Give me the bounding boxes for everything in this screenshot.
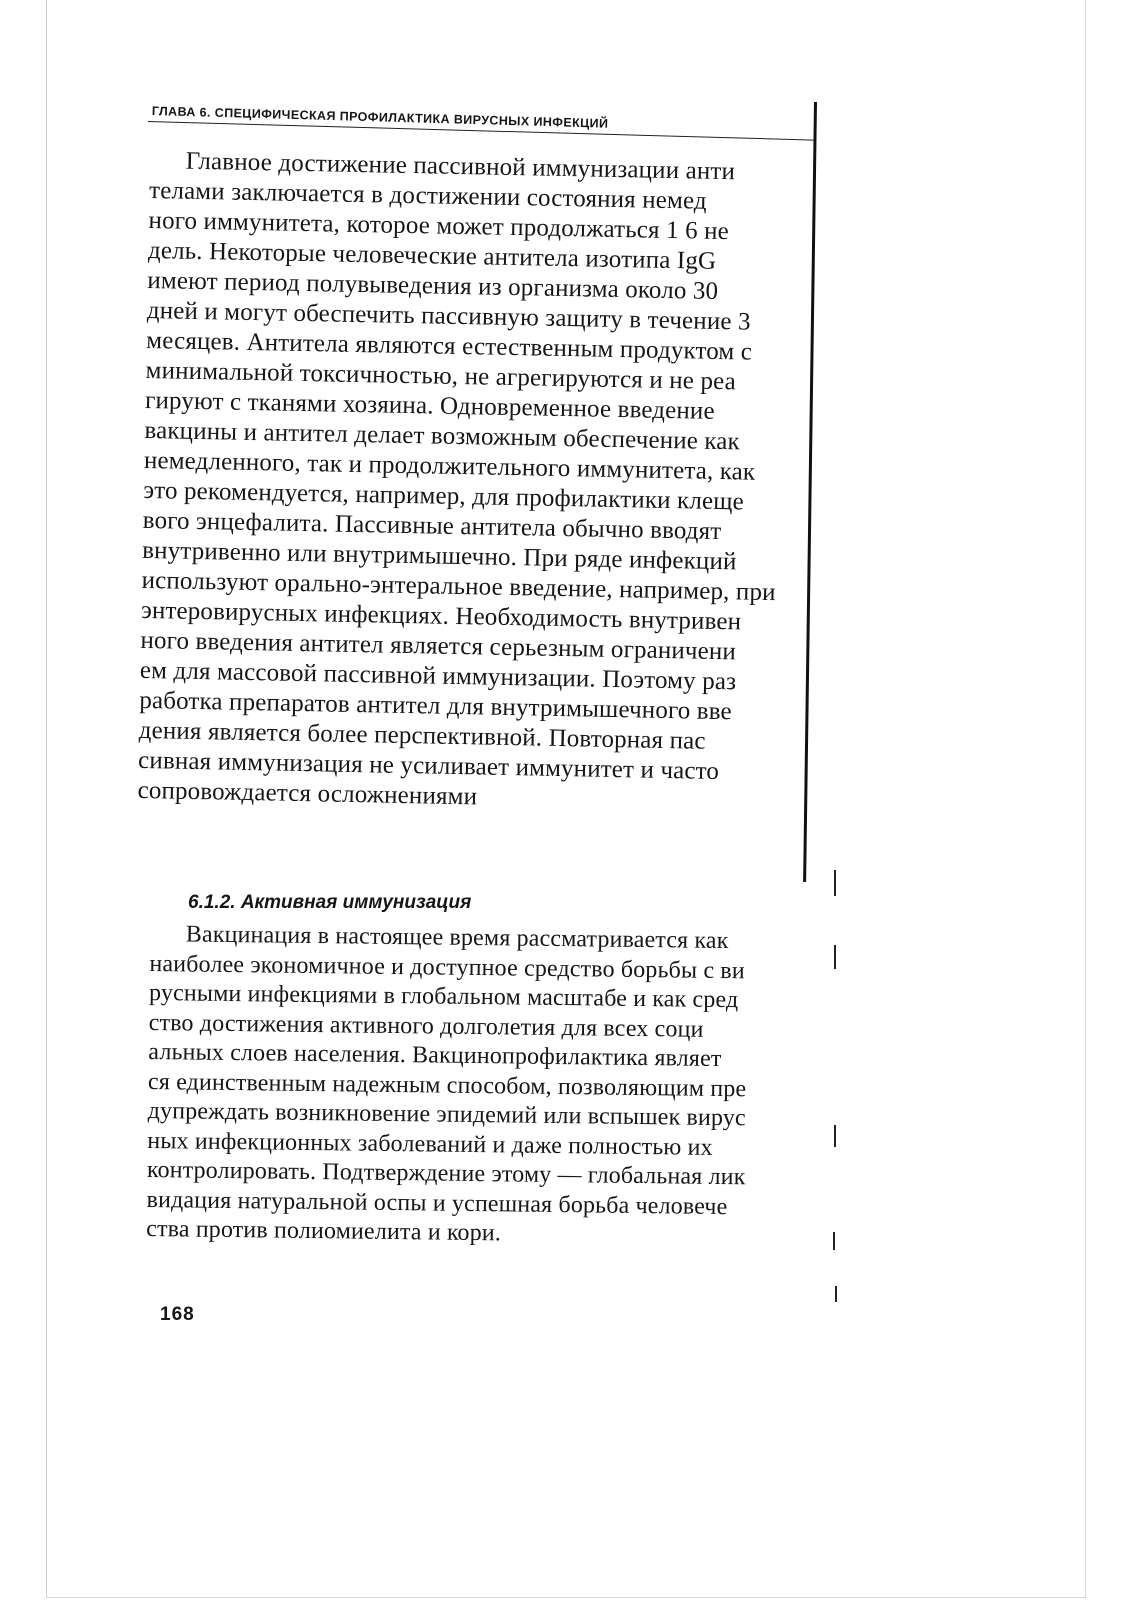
text-line: ем для массовой пассивной иммунизации. Поэтому раз xyxy=(139,656,737,696)
text-line: ся единственным надежным способом, позволяющим пре xyxy=(147,1068,747,1102)
text-line: сопровождается осложнениями xyxy=(137,776,478,811)
text-line: месяцев. Антитела являются естественным продуктом с xyxy=(146,326,753,366)
text-line: дупреждать возникновение эпидемий или вспышек вирус xyxy=(147,1097,746,1132)
text-line: Вакцинация в настоящее время рассматривается как xyxy=(185,921,729,955)
text-line: ного введения антител является серьезным ограничени xyxy=(140,626,737,666)
page-number: 168 xyxy=(160,1304,195,1325)
section-heading: 6.1.2. Активная иммунизация xyxy=(188,892,472,913)
text-line: вакцины и антител делает возможным обеспечение как xyxy=(144,416,741,456)
text-line: минимальной токсичностью, не агрегируются и не реа xyxy=(145,356,737,396)
text-line: дней и могут обеспечить пассивную защиту в течение 3 xyxy=(146,296,751,336)
paragraph-passive-immunization xyxy=(137,146,820,819)
text-line: имеют период полувыведения из организма около 30 xyxy=(147,266,719,305)
scan-edge-mark xyxy=(833,1232,835,1250)
text-line: ства против полиомиелита и кори. xyxy=(146,1215,502,1247)
text-line: контролировать. Подтверждение этому — глобальная лик xyxy=(146,1156,746,1191)
paragraph-active-immunization xyxy=(146,920,820,1253)
text-line: немедленного, так и продолжительного иммунитета, как xyxy=(143,446,756,486)
text-line: наиболее экономичное и доступное средство борьбы с ви xyxy=(149,950,746,984)
scan-edge-mark xyxy=(834,1125,836,1147)
text-line: телами заключается в достижении состояния немед xyxy=(148,176,708,215)
text-line: энтеровирусных инфекциях. Необходимость внутривен xyxy=(140,596,742,636)
text-line: ных инфекционных заболеваний и даже полностью их xyxy=(147,1127,713,1161)
text-line: сивная иммунизация не усиливает иммунитет и часто xyxy=(137,746,720,786)
text-line: видация натуральной оспы и успешная борьба человече xyxy=(146,1186,728,1220)
text-line: альных слоев населения. Вакцинопрофилактика являет xyxy=(148,1038,722,1072)
scan-edge-mark xyxy=(835,1286,837,1302)
scan-edge-mark xyxy=(834,945,836,969)
text-line: гируют с тканями хозяина. Одновременное введение xyxy=(144,386,715,425)
text-line: ного иммунитета, которое может продолжаться 1 6 не xyxy=(148,206,730,246)
text-line: русными инфекциями в глобальном масштабе и как сред xyxy=(148,979,739,1014)
text-line: дения является более перспективной. Повторная пас xyxy=(138,716,706,755)
running-header: ГЛАВА 6. СПЕЦИФИЧЕСКАЯ ПРОФИЛАКТИКА ВИРУСНЫХ ИНФЕКЦИЙ xyxy=(151,104,609,131)
text-line: используют орально-энтеральное введение, например, при xyxy=(141,566,776,607)
scan-edge-mark xyxy=(834,870,836,896)
text-line: вого энцефалита. Пассивные антитела обычно вводят xyxy=(142,506,722,546)
text-line: дель. Некоторые человеческие антитела изотипа IgG xyxy=(147,236,717,275)
text-line: это рекомендуется, например, для профилактики клеще xyxy=(143,476,745,516)
text-line: внутривенно или внутримышечно. При ряде инфекций xyxy=(141,536,737,576)
text-line: ство достижения активного долголетия для всех соци xyxy=(148,1009,704,1043)
text-line: работка препаратов антител для внутримышечного вве xyxy=(139,686,733,726)
text-line: Главное достижение пассивной иммунизации анти xyxy=(185,147,736,186)
